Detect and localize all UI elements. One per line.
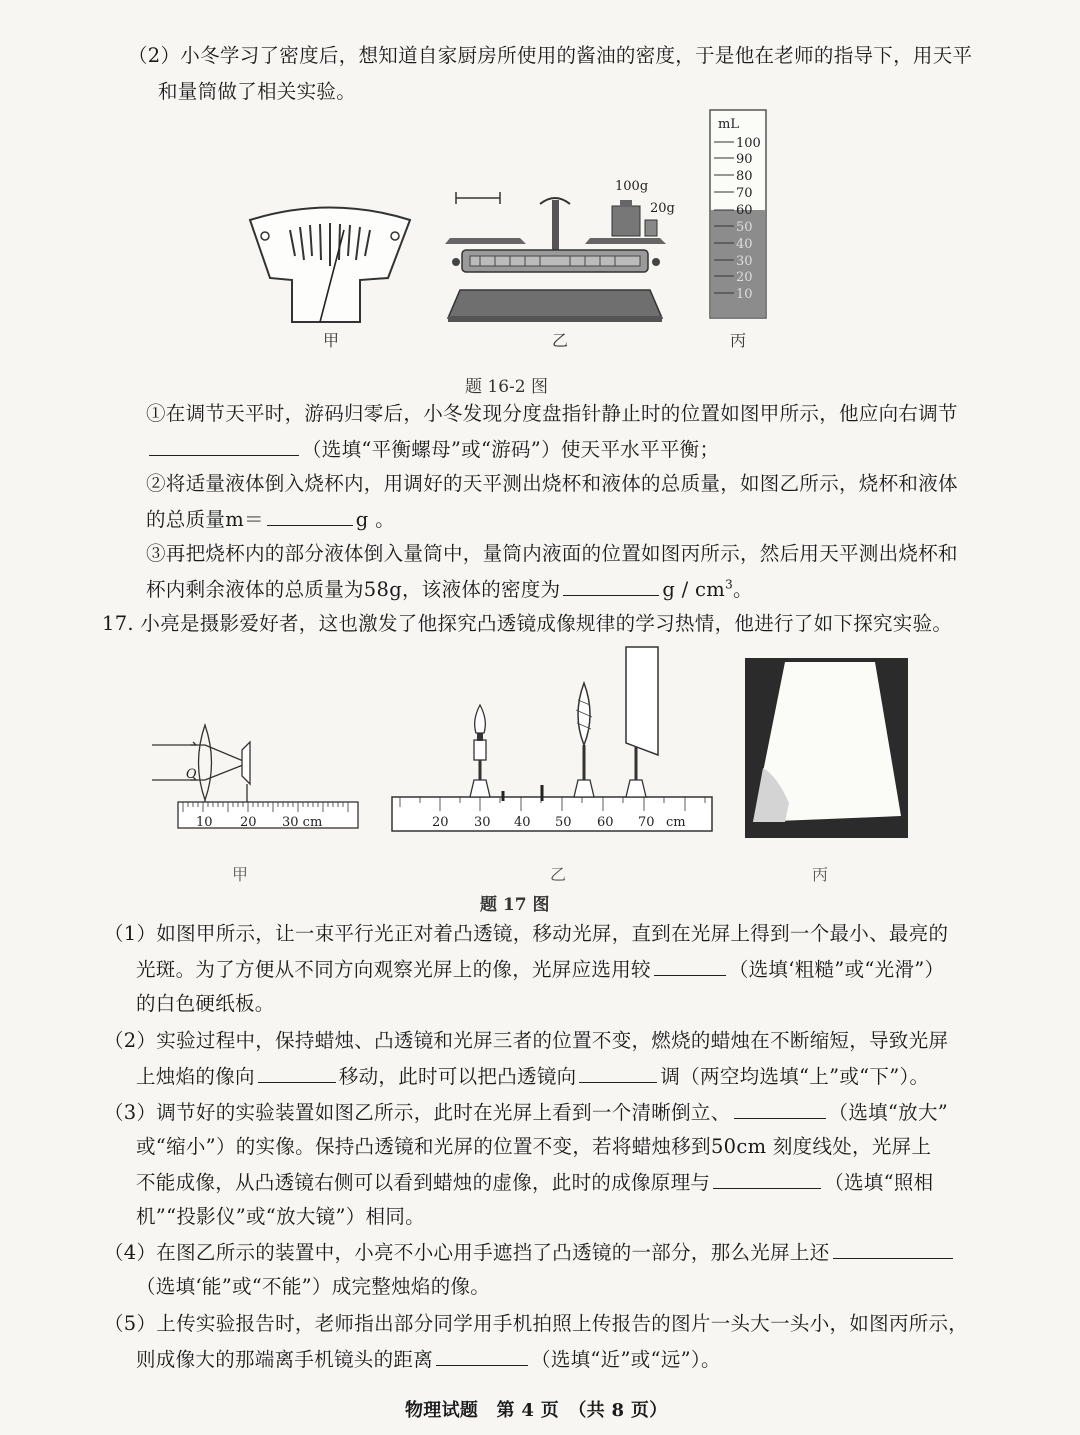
svg-text:40: 40: [514, 815, 531, 830]
q17-p5-line2: 则成像大的那端离手机镜头的距离 （选填“近”或“远”）。: [136, 1348, 721, 1371]
weight-100g: 100g: [615, 179, 649, 194]
q17-p1-line2: 光斑。为了方便从不同方向观察光屏上的像，光屏应选用较 （选填‘粗糙”或“光滑”）: [136, 958, 945, 981]
answer-blank-10[interactable]: [436, 1347, 528, 1366]
q17-p3-line3: 不能成像，从凸透镜右侧可以看到蜡烛的虚像，此时的成像原理与 （选填“照相: [136, 1171, 934, 1194]
figure-17-b-bench: [390, 645, 715, 835]
svg-text:20: 20: [432, 815, 449, 830]
q16-2-s3-line1: ③再把烧杯内的部分液体倒入量筒中，量筒内液面的位置如图丙所示，然后用天平测出烧杯和: [146, 542, 958, 565]
q16-2-s2-line2: 的总质量m＝ g 。: [146, 508, 395, 531]
fig-label-b: 乙: [552, 331, 569, 350]
svg-text:20: 20: [736, 270, 753, 285]
svg-text:100: 100: [736, 136, 761, 151]
figure-17-a-focal: [150, 680, 365, 835]
svg-text:10: 10: [196, 815, 213, 830]
answer-blank-2[interactable]: [267, 507, 353, 526]
answer-blank-1[interactable]: [149, 437, 299, 456]
svg-text:20: 20: [240, 815, 257, 830]
svg-text:cm: cm: [666, 815, 686, 830]
answer-blank-4[interactable]: [654, 957, 726, 976]
q17-p3-line4: 机”“投影仪”或“放大镜”）相同。: [136, 1205, 425, 1228]
weight-20g: 20g: [650, 201, 675, 216]
svg-text:40: 40: [736, 237, 753, 252]
svg-text:50: 50: [736, 220, 753, 235]
svg-text:30: 30: [474, 815, 491, 830]
svg-text:30 cm: 30 cm: [282, 815, 323, 830]
answer-blank-9[interactable]: [833, 1240, 953, 1259]
q17-p5-line1: （5）上传实验报告时，老师指出部分同学用手机拍照上传报告的图片一头大一头小，如图丙所示，: [104, 1312, 969, 1335]
cylinder-unit: mL: [718, 117, 739, 132]
q16-2-intro-line2: 和量筒做了相关实验。: [158, 80, 357, 103]
q16-2-s1-line2: （选填“平衡螺母”或“游码”）使天平水平平衡；: [146, 437, 719, 461]
q17-stem: 17. 小亮是摄影爱好者，这也激发了他探究凸透镜成像规律的学习热情，他进行了如下探究实验。: [102, 612, 953, 635]
fig17-label-c: 丙: [812, 865, 829, 884]
q16-2-intro-line1: （2）小冬学习了密度后，想知道自家厨房所使用的酱油的密度，于是他在老师的指导下，用天平: [128, 44, 973, 67]
q17-p4-line1: （4）在图乙所示的装置中，小亮不小心用手遮挡了凸透镜的一部分，那么光屏上还: [104, 1240, 956, 1264]
answer-blank-8[interactable]: [713, 1170, 821, 1189]
q17-p1-line1: （1）如图甲所示，让一束平行光正对着凸透镜，移动光屏，直到在光屏上得到一个最小、最亮的: [104, 922, 949, 945]
svg-text:60: 60: [597, 815, 614, 830]
svg-text:60: 60: [736, 203, 753, 218]
answer-blank-7[interactable]: [734, 1100, 826, 1119]
svg-text:50: 50: [555, 815, 572, 830]
svg-text:90: 90: [736, 152, 753, 167]
q16-2-s2-line1: ②将适量液体倒入烧杯内，用调好的天平测出烧杯和液体的总质量，如图乙所示，烧杯和液体: [146, 472, 958, 495]
figure-17-c-photo: [745, 658, 908, 838]
figure-16-2-a-dial: [240, 200, 420, 330]
svg-text:70: 70: [638, 815, 655, 830]
q17-p2-line1: （2）实验过程中，保持蜡烛、凸透镜和光屏三者的位置不变，燃烧的蜡烛在不断缩短，导致光屏: [104, 1029, 949, 1052]
fig-16-2-caption: 题 16-2 图: [465, 377, 548, 397]
page-footer: 物理试题 第 4 页 （共 8 页）: [405, 1400, 668, 1421]
q17-p4-line2: （选填‘能”或“不能”）成完整烛焰的像。: [136, 1275, 491, 1298]
q17-p1-line3: 的白色硬纸板。: [136, 992, 275, 1015]
fig-label-c: 丙: [730, 331, 747, 350]
q16-2-s1-line1: ①在调节天平时，游码归零后，小冬发现分度盘指针静止时的位置如图甲所示，他应向右调节: [146, 402, 958, 425]
q17-p2-line2: 上烛焰的像向 移动，此时可以把凸透镜向 调（两空均选填“上”或“下”）。: [136, 1065, 930, 1088]
answer-blank-6[interactable]: [579, 1064, 657, 1083]
fig-17-caption: 题 17 图: [480, 895, 550, 915]
svg-text:80: 80: [736, 169, 753, 184]
svg-text:10: 10: [736, 287, 753, 302]
fig-label-a: 甲: [323, 331, 340, 350]
answer-blank-3[interactable]: [563, 577, 659, 596]
lens-o-label: O: [186, 767, 197, 782]
svg-text:30: 30: [736, 254, 753, 269]
q17-p3-line1: （3）调节好的实验装置如图乙所示，此时在光屏上看到一个清晰倒立、 （选填“放大”: [104, 1101, 949, 1124]
fig17-label-b: 乙: [550, 865, 567, 884]
q16-2-s3-line2: 杯内剩余液体的总质量为58g，该液体的密度为 g / $cm^3$。: [146, 577, 753, 601]
svg-text:70: 70: [736, 186, 753, 201]
figure-16-2-b-balance: [440, 170, 670, 330]
fig17-label-a: 甲: [232, 865, 249, 884]
q17-p3-line2: 或“缩小”）的实像。保持凸透镜和光屏的位置不变，若将蜡烛移到50cm 刻度线处，光屏上: [136, 1135, 932, 1158]
answer-blank-5[interactable]: [258, 1064, 336, 1083]
